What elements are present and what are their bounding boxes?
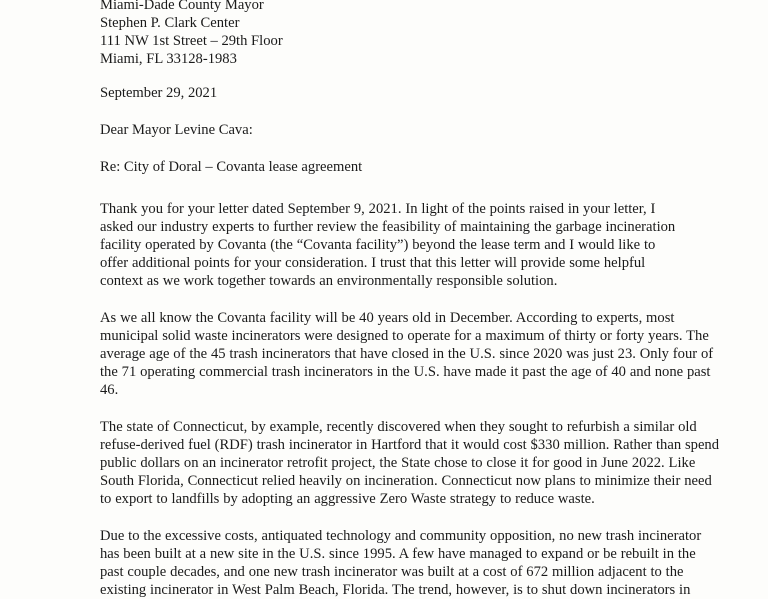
paragraph-line: the 71 operating commercial trash incinerators in the U.S. have made it past the age of 40 and none past	[100, 364, 711, 380]
address-line: Stephen P. Clark Center	[100, 15, 240, 31]
paragraph-line: Due to the excessive costs, antiquated technology and community opposition, no new trash incinerator	[100, 528, 702, 544]
paragraph-line: As we all know the Covanta facility will be 40 years old in December. According to experts, most	[100, 310, 675, 326]
paragraph-line: past couple decades, and one new trash incinerator was built at a cost of 672 million adjacent to the	[100, 564, 684, 580]
paragraph-line: to export to landfills by adopting an aggressive Zero Waste strategy to reduce waste.	[100, 491, 595, 507]
salutation: Dear Mayor Levine Cava:	[100, 122, 253, 138]
paragraph-3	[100, 418, 740, 508]
address-line: Miami-Dade County Mayor	[100, 0, 264, 13]
paragraph-line: asked our industry experts to further review the feasibility of maintaining the garbage incineration	[100, 219, 676, 235]
paragraph-4	[100, 527, 740, 599]
paragraph-2	[100, 309, 740, 399]
paragraph-line: context as we work together towards an environmentally responsible solution.	[100, 273, 558, 289]
paragraph-line: 46.	[100, 382, 119, 398]
paragraph-line: South Florida, Connecticut relied heavily on incineration. Connecticut now plans to minimize their need	[100, 473, 712, 489]
paragraph-line: The state of Connecticut, by example, recently discovered when they sought to refurbish a similar old	[100, 419, 697, 435]
paragraph-line: refuse-derived fuel (RDF) trash incinerator in Hartford that it would cost $330 million. Rather than spend	[100, 437, 720, 453]
letter-date: September 29, 2021	[100, 85, 218, 101]
letter-body	[100, 0, 740, 599]
recipient-address	[100, 0, 740, 68]
subject-line: Re: City of Doral – Covanta lease agreement	[100, 159, 363, 175]
paragraph-line: existing incinerator in West Palm Beach, Florida. The trend, however, is to shut down incinerators in	[100, 582, 691, 598]
paragraph-line: has been built at a new site in the U.S. since 1995. A few have managed to expand or be rebuilt in the	[100, 546, 696, 562]
address-line: 111 NW 1st Street – 29th Floor	[100, 33, 283, 49]
paragraph-line: Thank you for your letter dated September 9, 2021. In light of the points raised in your letter, I	[100, 201, 656, 217]
paragraph-line: offer additional points for your consideration. I trust that this letter will provide some helpful	[100, 255, 646, 271]
paragraph-line: facility operated by Covanta (the “Covanta facility”) beyond the lease term and I would like to	[100, 237, 656, 253]
paragraph-line: municipal solid waste incinerators were designed to operate for a maximum of thirty or forty years. The	[100, 328, 709, 344]
paragraph-line: public dollars on an incinerator retrofit project, the State chose to close it for good in June 2022. Like	[100, 455, 696, 471]
paragraph-1	[100, 200, 740, 290]
address-line: Miami, FL 33128-1983	[100, 51, 237, 67]
paragraph-line: average age of the 45 trash incinerators that have closed in the U.S. since 2020 was just 23. Only four of	[100, 346, 714, 362]
